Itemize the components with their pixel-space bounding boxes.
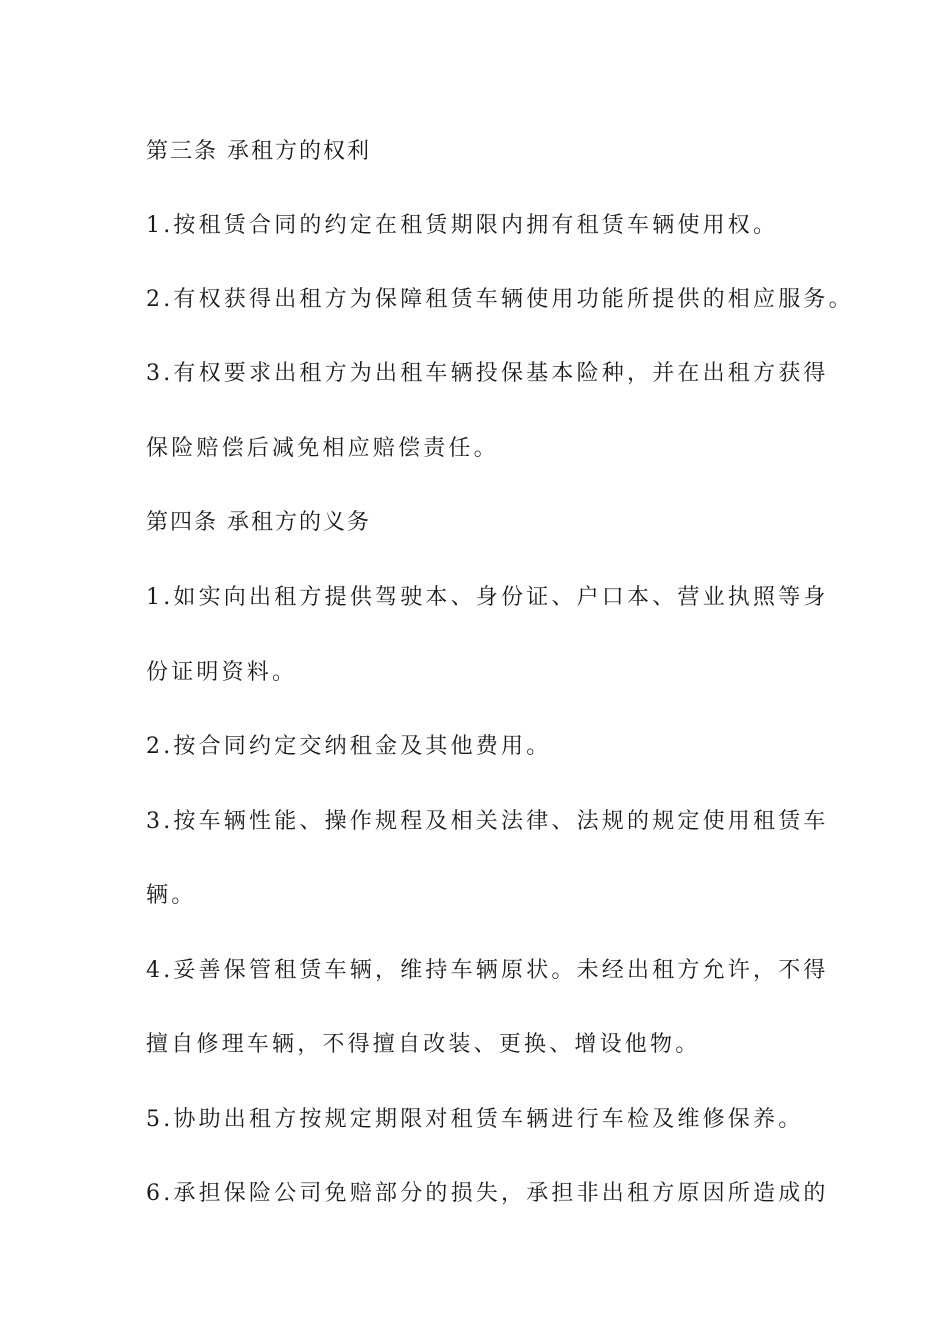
article-4-heading: 第四条 承租方的义务 (146, 510, 371, 535)
article-4-item-3: 3.按车辆性能、操作规程及相关法律、法规的规定使用租赁车 (146, 809, 829, 834)
article-4-item-3-cont: 辆。 (146, 883, 197, 908)
article-3-item-2: 2.有权获得出租方为保障租赁车辆使用功能所提供的相应服务。 (146, 287, 854, 312)
article-4-item-1: 1.如实向出租方提供驾驶本、身份证、户口本、营业执照等身 (146, 585, 829, 610)
article-4-item-4-cont: 擅自修理车辆，不得擅自改装、更换、增设他物。 (146, 1032, 701, 1057)
article-4-item-4: 4.妥善保管租赁车辆，维持车辆原状。未经出租方允许，不得 (146, 958, 829, 983)
article-3-item-3-cont: 保险赔偿后减免相应赔偿责任。 (146, 436, 499, 461)
article-3-item-1: 1.按租赁合同的约定在租赁期限内拥有租赁车辆使用权。 (146, 213, 779, 238)
article-3-heading: 第三条 承租方的权利 (146, 139, 371, 164)
article-4-item-1-cont: 份证明资料。 (146, 660, 298, 685)
article-4-item-6: 6.承担保险公司免赔部分的损失，承担非出租方原因所造成的 (146, 1181, 829, 1206)
article-3-item-3: 3.有权要求出租方为出租车辆投保基本险种，并在出租方获得 (146, 361, 829, 386)
article-4-item-5: 5.协助出租方按规定期限对租赁车辆进行车检及维修保养。 (146, 1107, 804, 1132)
article-4-item-2: 2.按合同约定交纳租金及其他费用。 (146, 734, 552, 759)
